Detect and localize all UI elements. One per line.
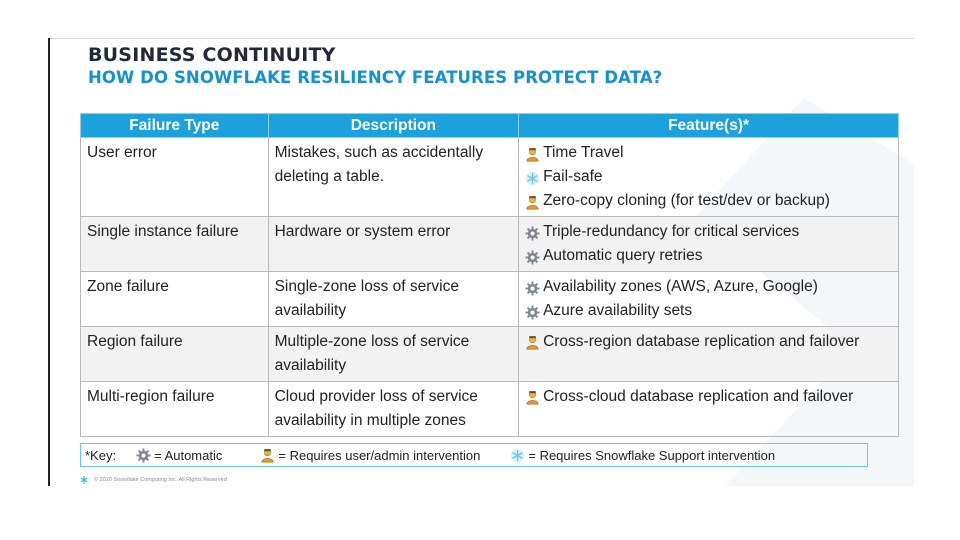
feature-item <box>525 165 892 189</box>
feature-text: Triple-redundancy for critical services <box>543 223 800 240</box>
copyright-text: © 2020 Snowflake Computing Inc. All Rights Reserved <box>94 477 227 483</box>
header-description: Description <box>268 114 518 138</box>
user-admin-icon <box>525 334 540 349</box>
table-row <box>81 382 899 437</box>
failure-type-cell: User error <box>81 138 269 217</box>
feature-text: Azure availability sets <box>543 302 693 319</box>
feature-text: Availability zones (AWS, Azure, Google) <box>543 278 818 295</box>
description-cell: Cloud provider loss of service availability in multiple zones <box>268 382 518 437</box>
page-subtitle: HOW DO SNOWFLAKE RESILIENCY FEATURES PROTECT DATA? <box>88 68 663 87</box>
features-cell <box>519 272 899 327</box>
slide-top-border <box>48 38 914 39</box>
table-row <box>81 138 899 217</box>
feature-item <box>525 220 892 244</box>
table-row <box>81 327 899 382</box>
gear-automatic-icon <box>525 225 540 240</box>
feature-item <box>525 299 892 323</box>
feature-item <box>525 330 892 354</box>
legend-key <box>80 443 868 467</box>
user-admin-icon <box>525 146 540 161</box>
key-user-admin: = Requires user/admin intervention <box>278 447 481 463</box>
feature-item <box>525 141 892 165</box>
description-cell: Mistakes, such as accidentally deleting a table. <box>268 138 518 217</box>
table-header-row <box>81 114 899 138</box>
failure-type-cell: Zone failure <box>81 272 269 327</box>
key-support: = Requires Snowflake Support intervention <box>528 447 776 463</box>
feature-text: Automatic query retries <box>543 247 703 264</box>
key-label: *Key: <box>85 447 117 463</box>
table-row <box>81 217 899 272</box>
resiliency-table <box>80 113 899 437</box>
slide-left-border <box>48 38 50 486</box>
description-cell: Hardware or system error <box>268 217 518 272</box>
table-row <box>81 272 899 327</box>
gear-automatic-icon <box>525 304 540 319</box>
failure-type-cell: Region failure <box>81 327 269 382</box>
feature-item <box>525 189 892 213</box>
features-cell <box>519 327 899 382</box>
gear-automatic-icon <box>525 249 540 264</box>
feature-item <box>525 275 892 299</box>
user-admin-icon <box>525 194 540 209</box>
gear-automatic-icon <box>525 280 540 295</box>
failure-type-cell: Multi-region failure <box>81 382 269 437</box>
features-cell <box>519 217 899 272</box>
header-failure-type: Failure Type <box>81 114 269 138</box>
feature-text: Cross-cloud database replication and failover <box>543 388 854 405</box>
feature-text: Cross-region database replication and failover <box>543 333 860 350</box>
feature-text: Fail-safe <box>543 168 603 185</box>
features-cell <box>519 382 899 437</box>
description-cell: Single-zone loss of service availability <box>268 272 518 327</box>
user-admin-icon <box>525 389 540 404</box>
snowflake-support-icon <box>510 448 525 463</box>
header-features: Feature(s)* <box>519 114 899 138</box>
feature-text: Time Travel <box>543 144 624 161</box>
gear-automatic-icon <box>136 448 151 463</box>
key-automatic: = Automatic <box>154 447 223 463</box>
features-cell <box>519 138 899 217</box>
user-admin-icon <box>260 448 275 463</box>
snowflake-logo-icon <box>80 476 88 484</box>
copyright-footer <box>80 476 227 484</box>
snowflake-support-icon <box>525 170 540 185</box>
feature-item <box>525 385 892 409</box>
feature-item <box>525 244 892 268</box>
feature-text: Zero-copy cloning (for test/dev or backup) <box>543 192 830 209</box>
page-title: BUSINESS CONTINUITY <box>88 44 336 66</box>
failure-type-cell: Single instance failure <box>81 217 269 272</box>
description-cell: Multiple-zone loss of service availability <box>268 327 518 382</box>
